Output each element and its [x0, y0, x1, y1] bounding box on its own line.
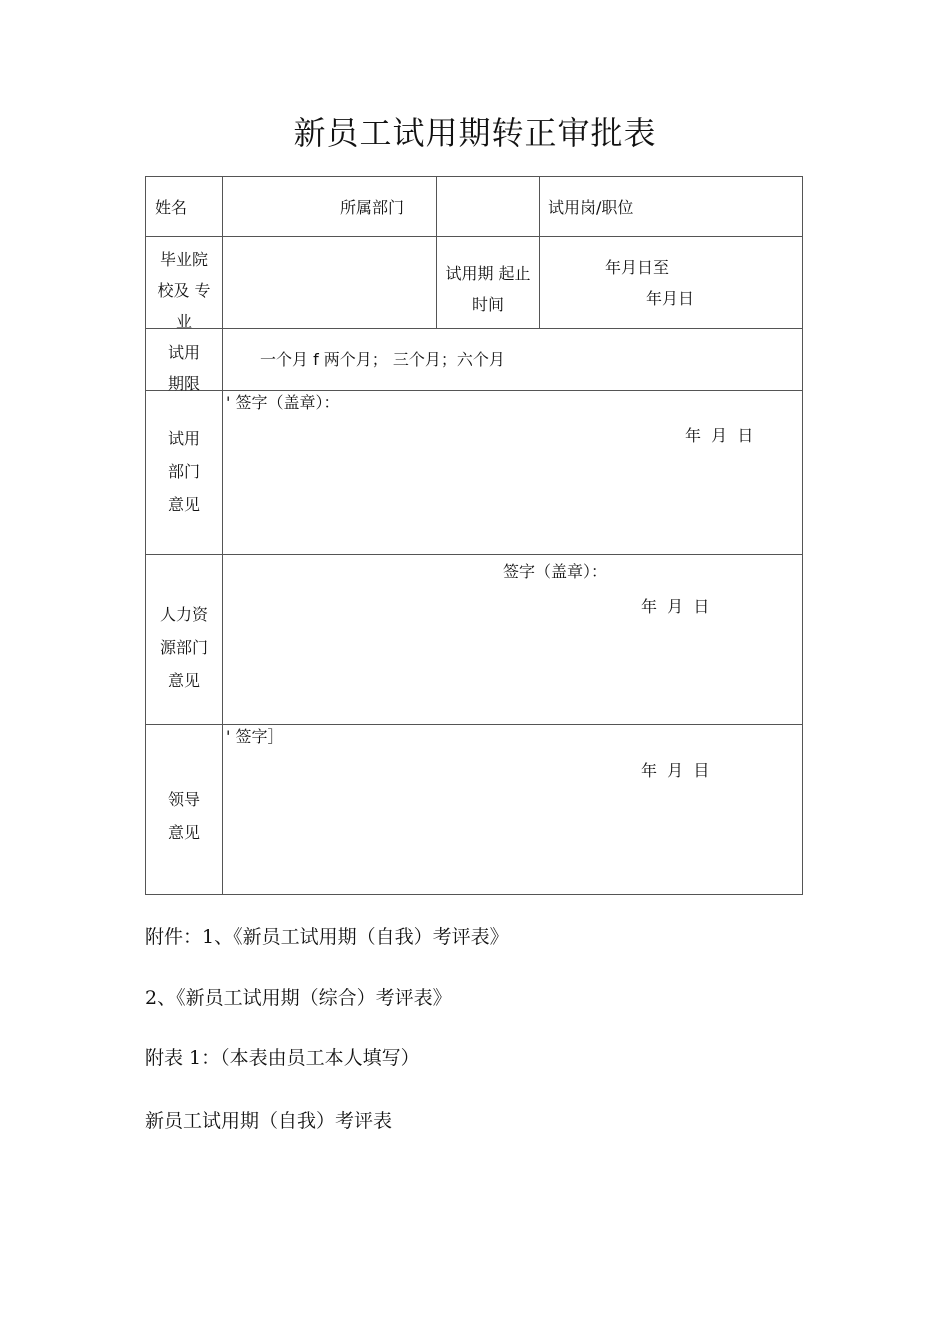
- probation-period-label-line: 时间: [471, 295, 504, 314]
- hr-dept-opinion-label-line: 意见: [167, 671, 200, 690]
- column-divider: [222, 177, 223, 894]
- trial-dept-opinion-label-line: 意见: [167, 495, 200, 514]
- probation-end-date: 年月日: [646, 289, 695, 308]
- probation-term-options: 一个月 f 两个月； 三个月；六个月: [260, 350, 505, 369]
- row-divider: [146, 554, 802, 555]
- leader-date: 年 月 目: [641, 761, 710, 780]
- school-major-label-line: 校及 专: [157, 281, 211, 300]
- school-major-label: [146, 244, 222, 337]
- leader-signature: ' 签字］: [226, 727, 284, 746]
- row-divider: [146, 236, 802, 237]
- probation-term-label: [146, 337, 222, 399]
- approval-form-table: [145, 176, 803, 895]
- trial-dept-opinion-label-line: 试用: [167, 429, 200, 448]
- hr-dept-date: 年 月 日: [641, 597, 710, 616]
- form-title: 新员工试用期转正审批表: [293, 114, 657, 152]
- appendix-note: 附表 1：（本表由员工本人填写）: [145, 1047, 420, 1069]
- probation-term-label-line: 试用: [167, 343, 200, 362]
- row-divider: [146, 390, 802, 391]
- hr-dept-opinion-label-line: 源部门: [159, 638, 208, 657]
- attachment-line-1: 附件：1、《新员工试用期（自我）考评表》: [145, 926, 509, 948]
- probation-period-label: [437, 258, 539, 320]
- school-major-label-line: 毕业院: [159, 250, 208, 269]
- department-label: 所属部门: [340, 198, 405, 217]
- leader-opinion-label-line: 领导: [167, 790, 200, 809]
- self-evaluation-title: 新员工试用期（自我）考评表: [145, 1110, 393, 1132]
- position-label: 试用岗/职位: [548, 198, 634, 217]
- row-divider: [146, 328, 802, 329]
- name-label: 姓名: [155, 198, 188, 217]
- hr-dept-signature: 签字（盖章）：: [503, 562, 608, 581]
- probation-term-label-line: 期限: [167, 374, 200, 393]
- school-major-label-line: 业: [175, 312, 192, 331]
- hr-dept-opinion-label: [146, 598, 222, 697]
- column-divider: [539, 177, 540, 328]
- trial-dept-opinion-label-line: 部门: [167, 462, 200, 481]
- row-divider: [146, 724, 802, 725]
- trial-dept-date: 年 月 日: [685, 426, 754, 445]
- probation-period-label-line: 试用期 起止: [445, 264, 531, 283]
- hr-dept-opinion-label-line: 人力资: [159, 605, 208, 624]
- probation-start-date: 年月日至: [605, 258, 670, 277]
- trial-dept-opinion-label: [146, 422, 222, 521]
- attachment-line-2: 2、《新员工试用期（综合）考评表》: [145, 987, 452, 1009]
- leader-opinion-label: [146, 783, 222, 849]
- trial-dept-signature: ' 签字（盖章）：: [226, 393, 340, 412]
- leader-opinion-label-line: 意见: [167, 823, 200, 842]
